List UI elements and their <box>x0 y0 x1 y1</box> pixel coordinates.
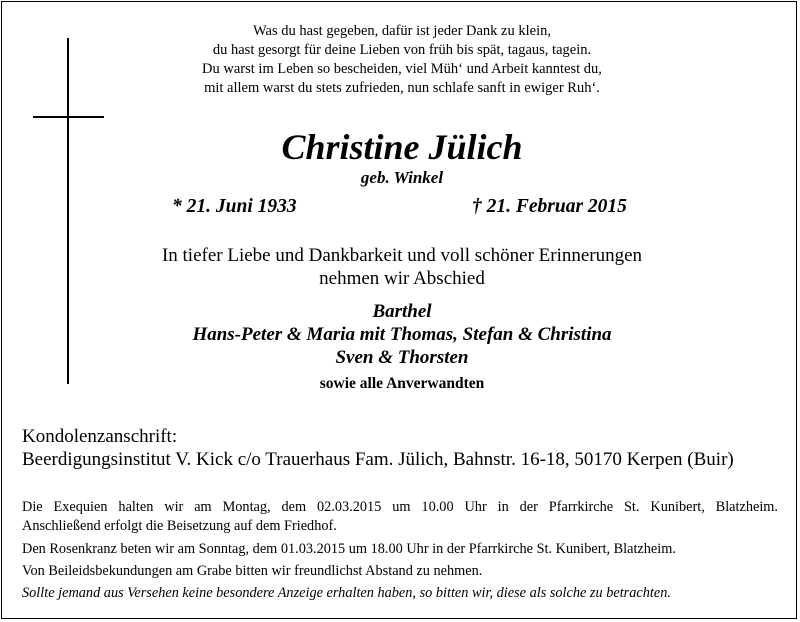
deceased-name: Christine Jülich <box>281 127 523 167</box>
obituary-notice <box>1 1 797 619</box>
maiden-name: geb. Winkel <box>360 168 444 187</box>
poem-line: du hast gesorgt für deine Lieben von früh bis spät, tagaus, tagein. <box>212 42 592 58</box>
info-line-notice: Sollte jemand aus Versehen keine besondere Anzeige erhalten haben, so bitten wir, diese als solche zu betrachten. <box>22 585 671 601</box>
mourner-line: Sven & Thorsten <box>335 347 469 368</box>
poem-line: mit allem warst du stets zufrieden, nun schlafe sanft in ewiger Ruh‘. <box>204 80 600 96</box>
poem-line: Du warst im Leben so bescheiden, viel Müh‘ und Arbeit kanntest du, <box>202 61 602 77</box>
mourner-line: Hans-Peter & Maria mit Thomas, Stefan & Christina <box>192 324 612 345</box>
cross-icon-horizontal <box>33 116 104 118</box>
info-line-condolences: Von Beileidsbekundungen am Grabe bitten wir freundlichst Abstand zu nehmen. <box>22 563 483 579</box>
poem-line: Was du hast gegeben, dafür ist jeder Dank zu klein, <box>252 23 551 39</box>
info-line-exequies: Die Exequien halten wir am Montag, dem 02.03.2015 um 10.00 Uhr in der Pfarrkirche St. Kunibert, Blatzheim. <box>22 499 778 515</box>
poem <box>102 22 702 98</box>
farewell-line: nehmen wir Abschied <box>319 268 485 289</box>
death-date: † 21. Februar 2015 <box>472 196 627 217</box>
farewell-line: In tiefer Liebe und Dankbarkeit und voll schöner Erinnerungen <box>161 245 643 266</box>
condolence-address: Beerdigungsinstitut V. Kick c/o Trauerhaus Fam. Jülich, Bahnstr. 16-18, 50170 Kerpen (Buir) <box>22 449 734 470</box>
info-line-rosary: Den Rosenkranz beten wir am Sonntag, dem 01.03.2015 um 18.00 Uhr in der Pfarrkirche St. Kunibert, Blatzheim. <box>22 541 676 557</box>
farewell-text <box>102 244 702 290</box>
mourner-line: Barthel <box>372 301 432 322</box>
condolence-label: Kondolenzanschrift: <box>22 426 178 447</box>
birth-date: * 21. Juni 1933 <box>172 196 297 217</box>
cross-icon-vertical <box>67 38 69 384</box>
relatives-line: sowie alle Anverwandten <box>319 375 485 392</box>
info-line-burial: Anschließend erfolgt die Beisetzung auf dem Friedhof. <box>22 518 337 534</box>
